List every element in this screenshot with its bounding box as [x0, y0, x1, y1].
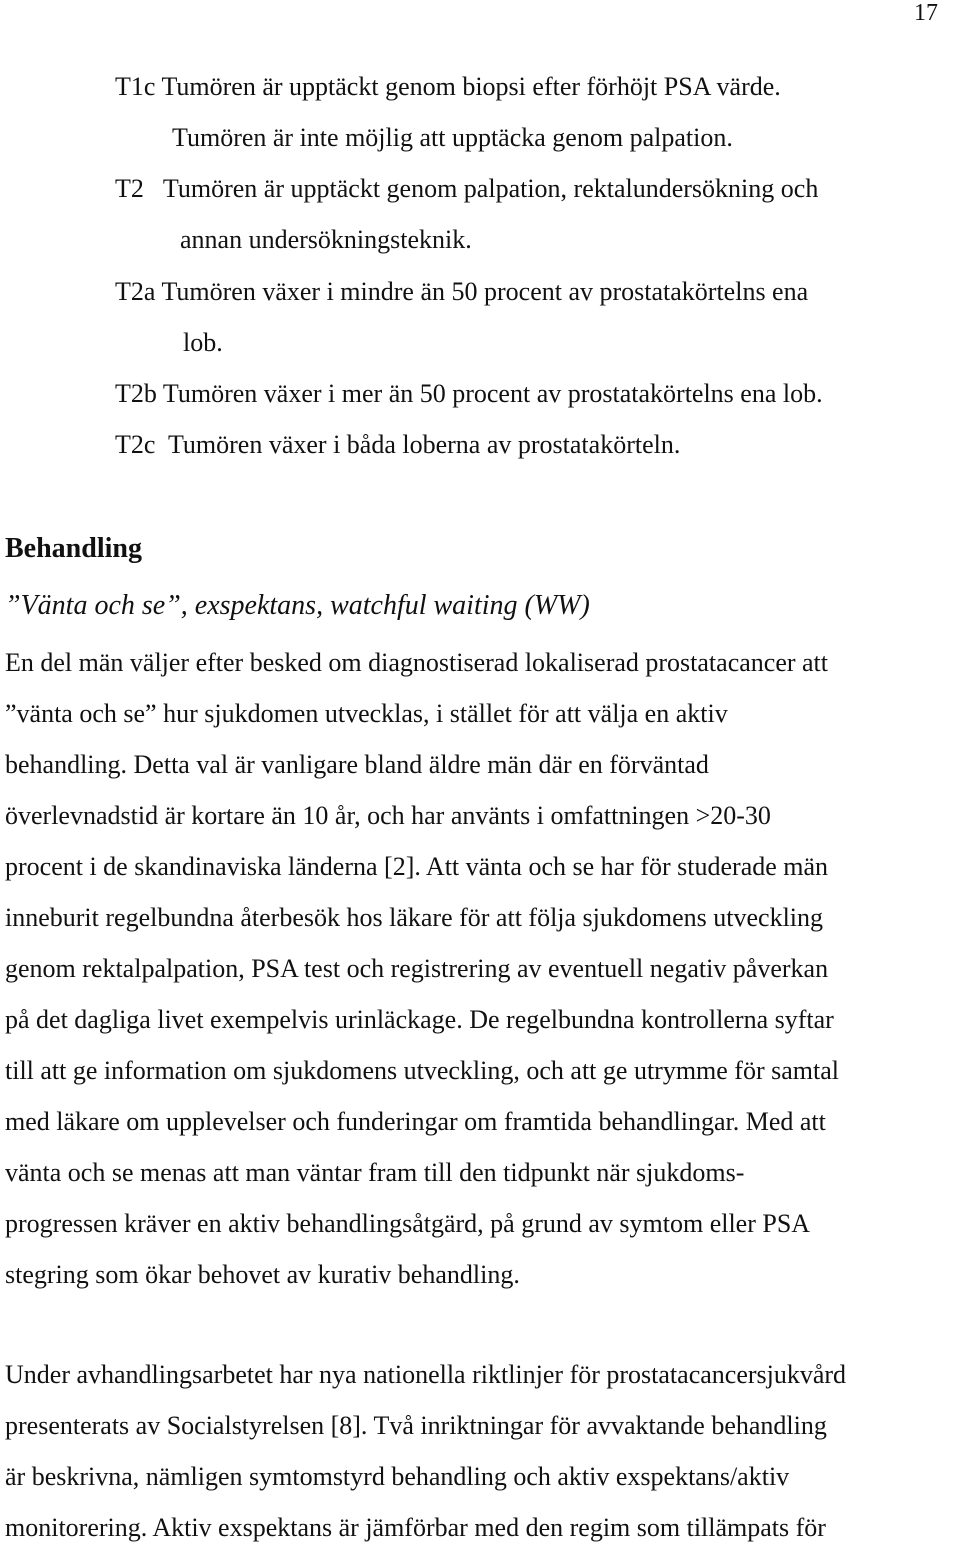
stage-code: T2c	[115, 430, 156, 459]
section-subheading: ”Vänta och se”, exspektans, watchful waiting (WW)	[5, 590, 590, 621]
stage-item	[172, 123, 733, 153]
stage-code: T2a	[115, 277, 156, 306]
stage-text: Tumören är upptäckt genom palpation, rektalundersökning och	[162, 174, 819, 203]
stage-text: Tumören är inte möjlig att upptäcka genom palpation.	[172, 123, 733, 152]
paragraph-line: på det dagliga livet exempelvis urinläckage. De regelbundna kontrollerna syftar	[5, 1005, 834, 1034]
stage-item	[115, 277, 808, 307]
paragraph-line: procent i de skandinaviska länderna [2]. Att vänta och se har för studerade män	[5, 852, 829, 881]
paragraph-line: är beskrivna, nämligen symtomstyrd behandling och aktiv exspektans/aktiv	[5, 1462, 790, 1491]
stage-item	[115, 72, 781, 102]
paragraph-line: genom rektalpalpation, PSA test och registrering av eventuell negativ påverkan	[5, 954, 829, 983]
stage-item	[115, 379, 823, 409]
stage-text: Tumören växer i mer än 50 procent av prostatakörtelns ena lob.	[162, 379, 823, 408]
paragraph-line: inneburit regelbundna återbesök hos läkare för att följa sjukdomens utveckling	[5, 903, 824, 932]
stage-item	[115, 430, 680, 460]
stage-text: Tumören är upptäckt genom biopsi efter förhöjt PSA värde.	[161, 72, 781, 101]
stage-text: Tumören växer i båda loberna av prostatakörteln.	[167, 430, 681, 459]
paragraph-line: överlevnadstid är kortare än 10 år, och har använts i omfattningen >20-30	[5, 801, 771, 830]
paragraph-line: vänta och se menas att man väntar fram till den tidpunkt när sjukdoms-	[5, 1158, 745, 1187]
paragraph-line: till att ge information om sjukdomens utveckling, och att ge utrymme för samtal	[5, 1056, 839, 1085]
paragraph-line: En del män väljer efter besked om diagnostiserad lokaliserad prostatacancer att	[5, 648, 828, 677]
stage-item	[180, 225, 472, 255]
paragraph-line: ”vänta och se” hur sjukdomen utvecklas, i stället för att välja en aktiv	[5, 699, 728, 728]
paragraph-line: stegring som ökar behovet av kurativ behandling.	[5, 1260, 520, 1289]
paragraph-line: behandling. Detta val är vanligare bland äldre män där en förväntad	[5, 750, 709, 779]
page-number: 17	[914, 0, 938, 26]
paragraph-line: Under avhandlingsarbetet har nya nationella riktlinjer för prostatacancersjukvård	[5, 1360, 847, 1389]
stage-text: lob.	[183, 328, 223, 357]
paragraph-line: monitorering. Aktiv exspektans är jämförbar med den regim som tillämpats för	[5, 1513, 826, 1542]
stage-item	[183, 328, 223, 358]
paragraph-line: presenterats av Socialstyrelsen [8]. Två inriktningar för avvaktande behandling	[5, 1411, 827, 1440]
stage-code: T2	[115, 174, 144, 203]
section-heading: Behandling	[5, 533, 142, 564]
stage-text: Tumören växer i mindre än 50 procent av prostatakörtelns ena	[161, 277, 809, 306]
stage-code: T2b	[115, 379, 157, 408]
paragraph-line: progressen kräver en aktiv behandlingsåtgärd, på grund av symtom eller PSA	[5, 1209, 811, 1238]
stage-item	[115, 174, 818, 204]
stage-text: annan undersökningsteknik.	[180, 225, 472, 254]
stage-code: T1c	[115, 72, 156, 101]
paragraph-line: med läkare om upplevelser och funderingar om framtida behandlingar. Med att	[5, 1107, 826, 1136]
